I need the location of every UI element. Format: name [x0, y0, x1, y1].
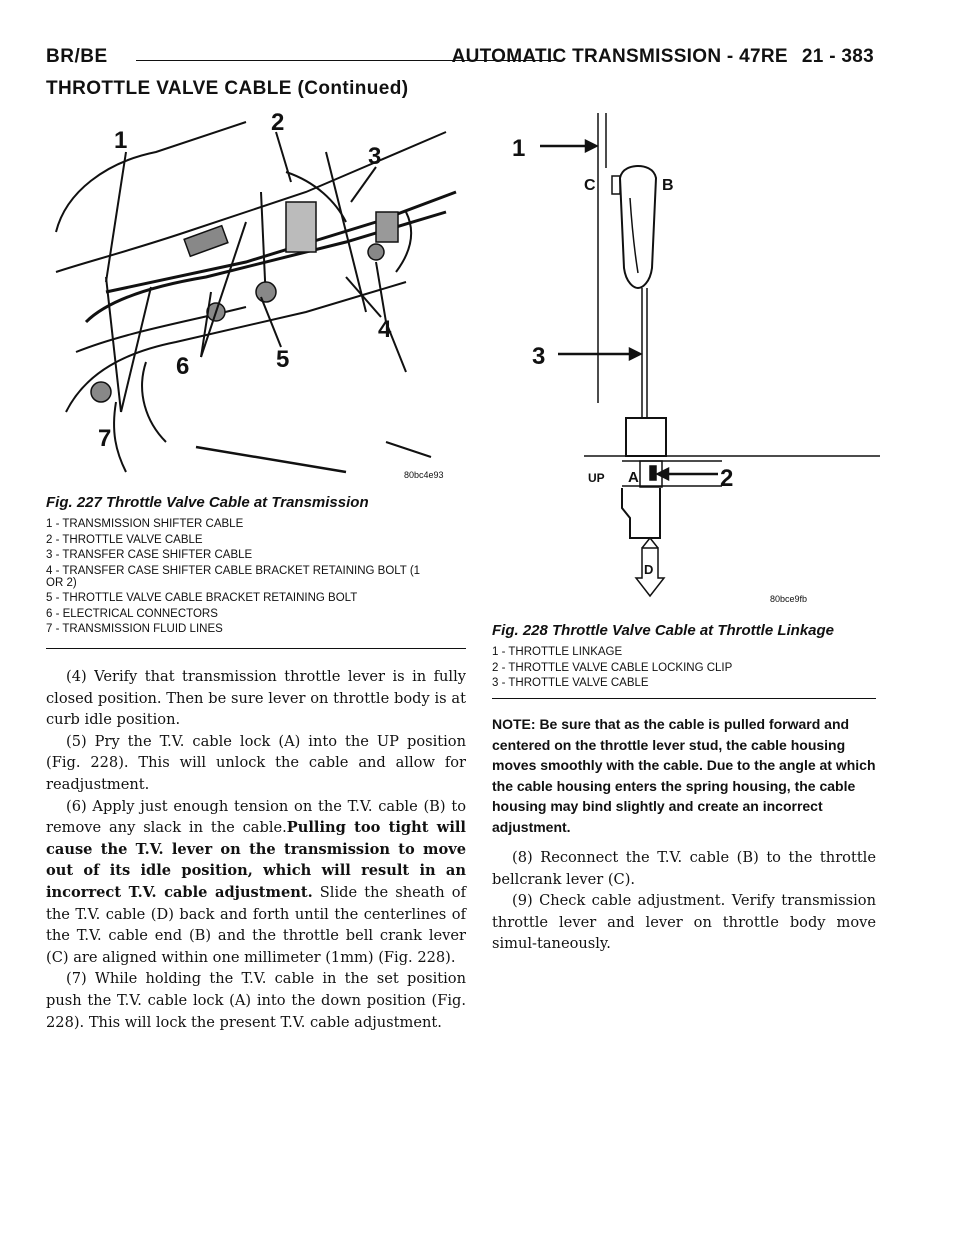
- figure-227-code: 80bc4e93: [404, 470, 444, 480]
- callout-3: 3: [532, 343, 546, 370]
- label-b: B: [662, 177, 674, 194]
- right-column-text: [492, 714, 876, 955]
- figure-228-legend: [492, 646, 872, 693]
- figure-228-drawing: [492, 108, 880, 608]
- label-a: A: [628, 469, 639, 486]
- figure-227-illustration: [46, 112, 466, 488]
- page-number: 21 - 383: [801, 46, 874, 67]
- header-chapter: AUTOMATIC TRANSMISSION - 47RE: [451, 46, 788, 67]
- step-4: (4) Verify that transmission throttle lever is in fully closed position. Then be sure lever on throttle body is at curb idle position.: [46, 668, 466, 729]
- step-9: (9) Check cable adjustment. Verify transmission throttle lever and lever on throttle body move simul-taneously.: [492, 892, 876, 953]
- legend-item: 6 - ELECTRICAL CONNECTORS: [46, 607, 218, 620]
- figure-227-rule: [46, 648, 466, 649]
- legend-item: 1 - TRANSMISSION SHIFTER CABLE: [46, 518, 244, 530]
- legend-item: 5 - THROTTLE VALVE CABLE BRACKET RETAINING BOLT: [46, 592, 358, 605]
- callout-2: 2: [720, 465, 734, 492]
- legend-item: 3 - THROTTLE VALVE CABLE: [492, 677, 649, 690]
- figure-227-drawing: [46, 112, 466, 488]
- step-6: [46, 796, 466, 969]
- callout-1: 1: [114, 127, 128, 154]
- step-6-warning: Pulling too tight will cause the T.V. lever on the transmission to move out of its idle position, which will result in an incorrect T.V. cable adjustment.: [46, 819, 466, 901]
- header-title: [452, 46, 874, 68]
- callout-1: 1: [512, 135, 526, 162]
- callout-3: 3: [368, 143, 382, 170]
- note-paragraph: NOTE: Be sure that as the cable is pulled forward and centered on the throttle lever stud, the cable housing moves smoothly with the cable. Due to the angle at which the cable housing enters the spring housing, the cable housing may bind slightly and create an incorrect adjustment.: [492, 716, 876, 835]
- callout-5: 5: [276, 346, 290, 373]
- callout-2: 2: [271, 112, 285, 136]
- callout-4: 4: [378, 316, 392, 343]
- section-title: THROTTLE VALVE CABLE (Continued): [46, 78, 409, 99]
- legend-item: 2 - THROTTLE VALVE CABLE: [46, 533, 203, 546]
- figure-227-caption: Fig. 227 Throttle Valve Cable at Transmission: [46, 494, 369, 511]
- legend-item: 7 - TRANSMISSION FLUID LINES: [46, 623, 223, 636]
- step-7: (7) While holding the T.V. cable in the set position push the T.V. cable lock (A) into the down position (Fig. 228). This will lock the present T.V. cable adjustment.: [46, 970, 466, 1031]
- step-8: (8) Reconnect the T.V. cable (B) to the throttle bellcrank lever (C).: [492, 849, 876, 888]
- header-section-code: BR/BE: [46, 46, 108, 67]
- figure-228-code: 80bce9fb: [770, 594, 808, 604]
- left-column-text: [46, 666, 466, 1033]
- legend-item: 1 - THROTTLE LINKAGE: [492, 646, 623, 658]
- label-d: D: [644, 562, 654, 577]
- label-c: C: [584, 177, 596, 194]
- step-5: (5) Pry the T.V. cable lock (A) into the UP position (Fig. 228). This will unlock the cable and allow for readjustment.: [46, 732, 466, 793]
- callout-6: 6: [176, 353, 190, 380]
- label-up: UP: [588, 471, 605, 485]
- step-6-text-b: Slide the sheath of the T.V. cable (D) back and forth until the centerlines of the T.V. cable end (B) and the throttle bell crank lever (C) are aligned within one millimeter (1mm) (Fig. 228).: [46, 883, 466, 966]
- legend-item: 4 - TRANSFER CASE SHIFTER CABLE BRACKET RETAINING BOLT (1 OR 2): [46, 564, 421, 589]
- callout-7: 7: [98, 425, 112, 452]
- legend-item: 2 - THROTTLE VALVE CABLE LOCKING CLIP: [492, 661, 733, 674]
- figure-227-legend: [46, 518, 456, 639]
- figure-228-rule: [492, 698, 876, 699]
- figure-228-caption: Fig. 228 Throttle Valve Cable at Throttle Linkage: [492, 622, 835, 639]
- step-6-text-a: (6) Apply just enough tension on the T.V. cable (B) to remove any slack in the cable.: [46, 797, 466, 837]
- figure-228-illustration: [492, 108, 880, 608]
- legend-item: 3 - TRANSFER CASE SHIFTER CABLE: [46, 549, 253, 562]
